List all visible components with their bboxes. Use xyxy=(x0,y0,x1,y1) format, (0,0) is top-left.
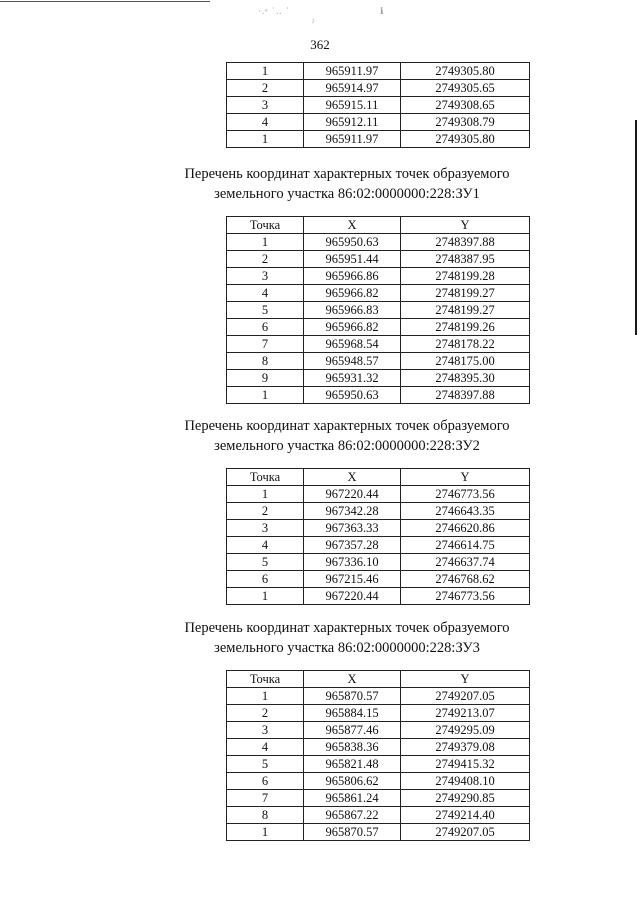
cell-point: 7 xyxy=(227,790,304,807)
section-title-line1: Перечень координат характерных точек образуемого xyxy=(184,166,510,182)
header-y: Y xyxy=(401,671,530,688)
header-point: Точка xyxy=(227,469,304,486)
continuation-table-body xyxy=(227,63,530,148)
section-title-line2: земельного участка 86:02:0000000:228:ЗУ1 xyxy=(214,186,480,202)
cell-y: 2748199.28 xyxy=(401,268,530,285)
cell-y: 2748199.26 xyxy=(401,319,530,336)
table-row xyxy=(227,571,530,588)
coordinates-table-zu3 xyxy=(226,670,530,841)
cell-y: 2749415.32 xyxy=(401,756,530,773)
page-number: 362 xyxy=(310,37,330,52)
cell-y: 2749207.05 xyxy=(401,824,530,841)
cell-x: 965966.83 xyxy=(304,302,401,319)
table-row xyxy=(227,336,530,353)
cell-x: 965821.48 xyxy=(304,756,401,773)
table-row xyxy=(227,387,530,404)
header-x: X xyxy=(304,671,401,688)
cell-point: 1 xyxy=(227,131,304,148)
cell-point: 7 xyxy=(227,336,304,353)
table-row xyxy=(227,268,530,285)
cell-point: 4 xyxy=(227,285,304,302)
table-row xyxy=(227,63,530,80)
cell-y: 2749308.79 xyxy=(401,114,530,131)
cell-y: 2749207.05 xyxy=(401,688,530,705)
cell-x: 967363.33 xyxy=(304,520,401,537)
continuation-coordinates-table xyxy=(226,62,530,148)
section-title-line1: Перечень координат характерных точек образуемого xyxy=(184,620,510,636)
scan-noise-mark: ˀ xyxy=(312,18,316,28)
cell-y: 2748397.88 xyxy=(401,234,530,251)
cell-x: 965911.97 xyxy=(304,131,401,148)
table-row xyxy=(227,722,530,739)
cell-point: 2 xyxy=(227,503,304,520)
cell-x: 965966.82 xyxy=(304,285,401,302)
table-row xyxy=(227,370,530,387)
header-point: Точка xyxy=(227,671,304,688)
cell-x: 965968.54 xyxy=(304,336,401,353)
cell-point: 3 xyxy=(227,520,304,537)
table-row xyxy=(227,554,530,571)
table-row xyxy=(227,756,530,773)
cell-x: 965966.82 xyxy=(304,319,401,336)
cell-x: 965870.57 xyxy=(304,688,401,705)
scan-edge-shadow xyxy=(635,120,637,335)
cell-x: 965915.11 xyxy=(304,97,401,114)
cell-point: 6 xyxy=(227,773,304,790)
cell-point: 6 xyxy=(227,571,304,588)
section-title-line1: Перечень координат характерных точек образуемого xyxy=(184,418,510,434)
cell-x: 967220.44 xyxy=(304,588,401,605)
cell-y: 2749214.40 xyxy=(401,807,530,824)
cell-y: 2749295.09 xyxy=(401,722,530,739)
cell-x: 967342.28 xyxy=(304,503,401,520)
section-title-zu2 xyxy=(0,416,640,456)
table-header-row xyxy=(227,217,530,234)
cell-x: 965838.36 xyxy=(304,739,401,756)
table-row xyxy=(227,520,530,537)
cell-y: 2749290.85 xyxy=(401,790,530,807)
cell-point: 3 xyxy=(227,97,304,114)
cell-x: 965877.46 xyxy=(304,722,401,739)
cell-y: 2746643.35 xyxy=(401,503,530,520)
table-row xyxy=(227,285,530,302)
cell-x: 965911.97 xyxy=(304,63,401,80)
cell-point: 9 xyxy=(227,370,304,387)
cell-y: 2749213.07 xyxy=(401,705,530,722)
cell-x: 967357.28 xyxy=(304,537,401,554)
section-title-line2: земельного участка 86:02:0000000:228:ЗУ2 xyxy=(214,438,480,454)
cell-x: 967336.10 xyxy=(304,554,401,571)
coordinates-table-zu1 xyxy=(226,216,530,404)
cell-y: 2748175.00 xyxy=(401,353,530,370)
cell-y: 2746637.74 xyxy=(401,554,530,571)
cell-point: 2 xyxy=(227,80,304,97)
cell-point: 5 xyxy=(227,302,304,319)
scan-noise-mark: ℹ xyxy=(380,6,385,16)
cell-x: 965966.86 xyxy=(304,268,401,285)
table-row xyxy=(227,503,530,520)
table-row xyxy=(227,302,530,319)
cell-y: 2748178.22 xyxy=(401,336,530,353)
cell-y: 2748397.88 xyxy=(401,387,530,404)
table-row xyxy=(227,97,530,114)
cell-y: 2748199.27 xyxy=(401,302,530,319)
cell-point: 1 xyxy=(227,387,304,404)
cell-y: 2748387.95 xyxy=(401,251,530,268)
table-row xyxy=(227,739,530,756)
cell-x: 965806.62 xyxy=(304,773,401,790)
cell-x: 965912.11 xyxy=(304,114,401,131)
cell-x: 965948.57 xyxy=(304,353,401,370)
header-x: X xyxy=(304,469,401,486)
cell-x: 965884.15 xyxy=(304,705,401,722)
table-header-row xyxy=(227,469,530,486)
table-row xyxy=(227,353,530,370)
cell-point: 2 xyxy=(227,705,304,722)
table-row xyxy=(227,588,530,605)
cell-y: 2746773.56 xyxy=(401,588,530,605)
cell-point: 6 xyxy=(227,319,304,336)
cell-y: 2749305.80 xyxy=(401,131,530,148)
table-row xyxy=(227,807,530,824)
table-header-row xyxy=(227,671,530,688)
scan-artifact-line xyxy=(0,1,210,2)
cell-point: 2 xyxy=(227,251,304,268)
header-x: X xyxy=(304,217,401,234)
cell-point: 4 xyxy=(227,537,304,554)
cell-x: 965931.32 xyxy=(304,370,401,387)
cell-x: 965950.63 xyxy=(304,234,401,251)
cell-x: 967220.44 xyxy=(304,486,401,503)
cell-point: 3 xyxy=(227,268,304,285)
table-body-zu3 xyxy=(227,688,530,841)
cell-point: 8 xyxy=(227,807,304,824)
cell-x: 965951.44 xyxy=(304,251,401,268)
header-point: Точка xyxy=(227,217,304,234)
section-title-zu3 xyxy=(0,618,640,658)
table-row xyxy=(227,486,530,503)
cell-y: 2746773.56 xyxy=(401,486,530,503)
cell-x: 965870.57 xyxy=(304,824,401,841)
table-row xyxy=(227,114,530,131)
cell-point: 1 xyxy=(227,486,304,503)
table-row xyxy=(227,234,530,251)
table-row xyxy=(227,705,530,722)
cell-x: 965867.22 xyxy=(304,807,401,824)
table-row xyxy=(227,790,530,807)
cell-y: 2749305.65 xyxy=(401,80,530,97)
table-row xyxy=(227,251,530,268)
cell-y: 2749308.65 xyxy=(401,97,530,114)
table-row xyxy=(227,824,530,841)
cell-y: 2746614.75 xyxy=(401,537,530,554)
table-row xyxy=(227,537,530,554)
cell-point: 1 xyxy=(227,688,304,705)
header-y: Y xyxy=(401,469,530,486)
table-row xyxy=(227,688,530,705)
cell-point: 4 xyxy=(227,739,304,756)
cell-point: 1 xyxy=(227,588,304,605)
cell-point: 1 xyxy=(227,63,304,80)
cell-y: 2748199.27 xyxy=(401,285,530,302)
header-y: Y xyxy=(401,217,530,234)
table-row xyxy=(227,131,530,148)
cell-point: 8 xyxy=(227,353,304,370)
cell-x: 965914.97 xyxy=(304,80,401,97)
section-title-line2: земельного участка 86:02:0000000:228:ЗУ3 xyxy=(214,640,480,656)
cell-x: 967215.46 xyxy=(304,571,401,588)
table-body-zu1 xyxy=(227,234,530,404)
section-title-zu1 xyxy=(0,164,640,204)
cell-point: 3 xyxy=(227,722,304,739)
cell-y: 2749305.80 xyxy=(401,63,530,80)
coordinates-table-zu2 xyxy=(226,468,530,605)
cell-x: 965950.63 xyxy=(304,387,401,404)
cell-y: 2746620.86 xyxy=(401,520,530,537)
cell-y: 2748395.30 xyxy=(401,370,530,387)
cell-point: 4 xyxy=(227,114,304,131)
table-row xyxy=(227,80,530,97)
cell-y: 2746768.62 xyxy=(401,571,530,588)
cell-y: 2749379.08 xyxy=(401,739,530,756)
cell-point: 1 xyxy=(227,234,304,251)
scan-noise-mark: ·.ᵉ ˙‥ ˙ xyxy=(258,6,291,16)
cell-x: 965861.24 xyxy=(304,790,401,807)
cell-point: 5 xyxy=(227,554,304,571)
table-row xyxy=(227,319,530,336)
table-body-zu2 xyxy=(227,486,530,605)
cell-point: 1 xyxy=(227,824,304,841)
table-row xyxy=(227,773,530,790)
cell-point: 5 xyxy=(227,756,304,773)
cell-y: 2749408.10 xyxy=(401,773,530,790)
